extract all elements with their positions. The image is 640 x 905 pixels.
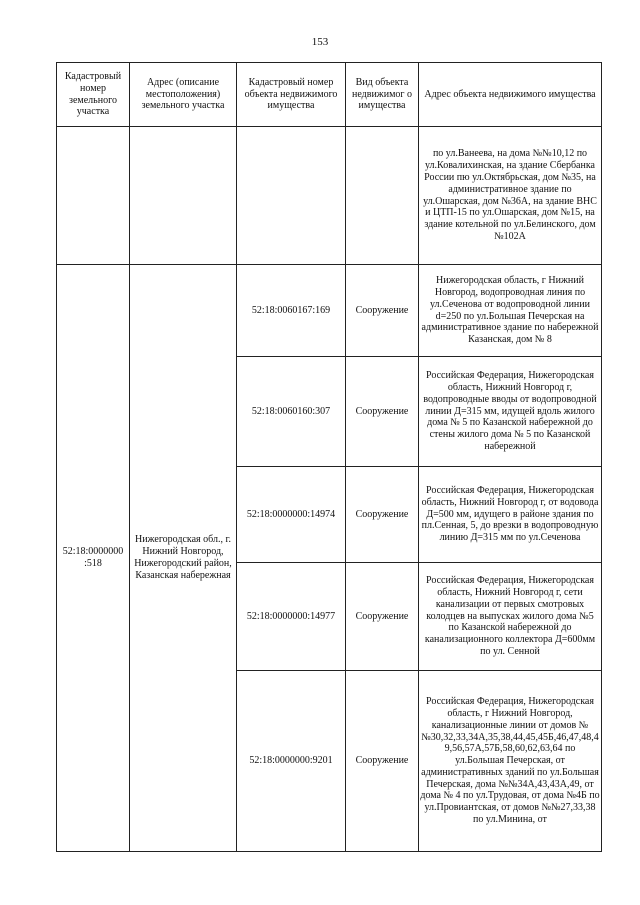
- header-land-cadastral: Кадастровый номер земельного участка: [57, 63, 130, 127]
- page-number: 153: [311, 36, 329, 48]
- empty-cell: [130, 127, 237, 265]
- object-address: Российская Федерация, Нижегородская область, Нижний Новгород г, от водовода Д=500 мм, идущего в районе здания по пл.Сенная, 5, до врезки в водопроводную линию Д=315 мм по ул.Сеченова: [419, 467, 602, 563]
- header-object-type: Вид объекта недвижимог о имущества: [346, 63, 419, 127]
- object-address: Российская Федерация, Нижегородская область, г Нижний Новгород, канализационные линии от домов №№30,32,33,34А,35,38,44,45,45Б,46,47,48,49,56,57А,57Б,58,60,62,63,64 по ул.Большая Печерская, от административных зданий по ул.Большая Печерская, дома №№34А,43,43А,49, от дома № 4 по ул.Трудовая, от дома №4Б по ул.Провиантская, от домов №№27,33,38 по ул.Минина, от: [419, 671, 602, 852]
- object-address: Нижегородская область, г Нижний Новгород, водопроводная линия по ул.Сеченова от водопроводной линии d=250 по ул.Большая Печерская на административное здание по набережной Казанская, дом № 8: [419, 265, 602, 357]
- object-cadastral: 52:18:0000000:9201: [237, 671, 346, 852]
- header-object-cadastral: Кадастровый номер объекта недвижимого имущества: [237, 63, 346, 127]
- object-cadastral: 52:18:0000000:14974: [237, 467, 346, 563]
- object-type: Сооружение: [346, 467, 419, 563]
- object-address: Российская Федерация, Нижегородская область, Нижний Новгород г, сети канализации от первых смотровых колодцев на выпусках жилого дома №5 по Казанской набережной до канализационного коллектора Д=600мм по ул. Сенной: [419, 563, 602, 671]
- header-object-address: Адрес объекта недвижимого имущества: [419, 63, 602, 127]
- land-plot-address: Нижегородская обл., г. Нижний Новгород, Нижегородский район, Казанская набережная: [130, 265, 237, 852]
- empty-cell: [346, 127, 419, 265]
- object-type: Сооружение: [346, 671, 419, 852]
- object-address: Российская Федерация, Нижегородская область, Нижний Новгород г, водопроводные вводы от водопроводной линии Д=315 мм, идущей вдоль жилого дома № 5 по Казанской набережной до стены жилого дома № 5 по Казанской набережной: [419, 357, 602, 467]
- empty-cell: [237, 127, 346, 265]
- object-address: по ул.Ванеева, на дома №№10,12 по ул.Ковалихинская, на здание Сбербанка России пю ул.Октябрьская, дом №35, на административное здание по ул.Ошарская, дом №36А, на здание ВНС и ЦТП-15 по ул.Ошарская, дом №15, на здание котельной по ул.Белинского, дом №102А: [419, 127, 602, 265]
- cadastral-table: [56, 62, 602, 852]
- object-type: Сооружение: [346, 265, 419, 357]
- land-plot-cadastral: 52:18:0000000 :518: [57, 265, 130, 852]
- continuation-row: [57, 127, 602, 265]
- object-cadastral: 52:18:0060160:307: [237, 357, 346, 467]
- header-row: [57, 63, 602, 127]
- object-cadastral: 52:18:0060167:169: [237, 265, 346, 357]
- header-land-address: Адрес (описание местоположения) земельного участка: [130, 63, 237, 127]
- object-type: Сооружение: [346, 357, 419, 467]
- table-row: [57, 265, 602, 357]
- object-type: Сооружение: [346, 563, 419, 671]
- empty-cell: [57, 127, 130, 265]
- object-cadastral: 52:18:0000000:14977: [237, 563, 346, 671]
